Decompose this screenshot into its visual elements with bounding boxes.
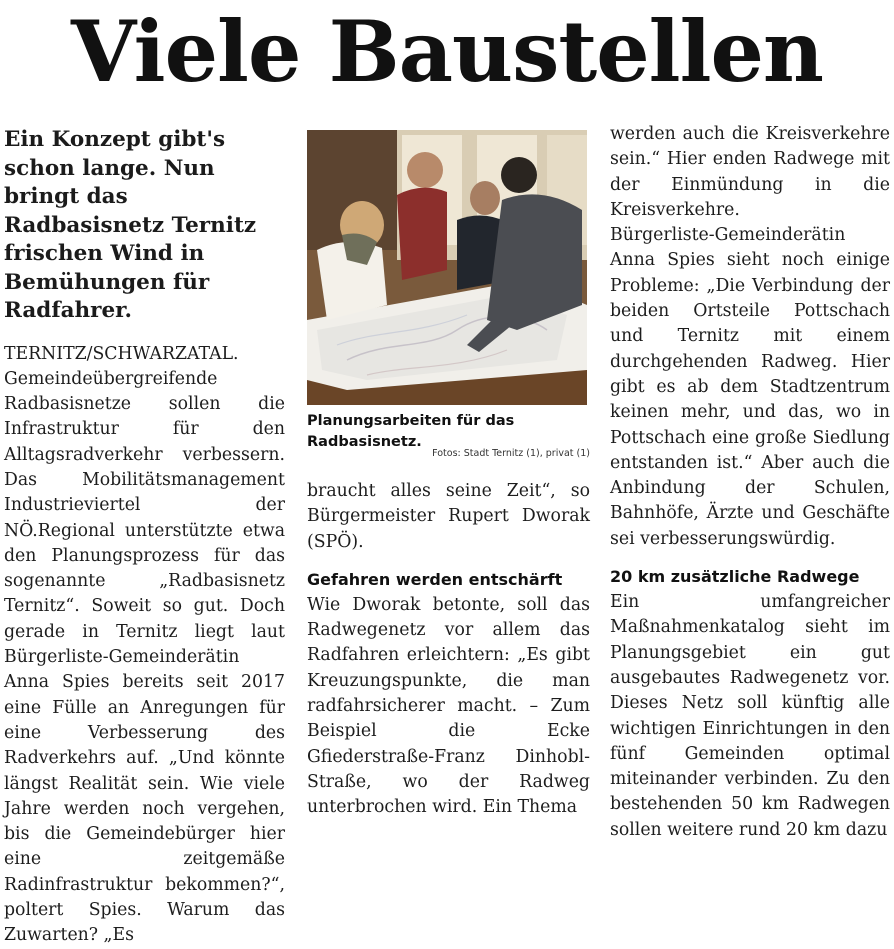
body-text-col3b: Bürgerliste-Gemeinderätin Anna Spies sieht noch einige Probleme: „Die Verbindung der beiden Ortsteile Pottschach und Ternitz mit einem durchgehenden Radweg. Hier gibt es ab dem Stadtzentrum keinen mehr, und das, wo in Pottschach eine große Siedlung entstanden ist.“ Aber auch die Anbindung der Schulen, Bahnhöfe, Ärzte und Geschäfte sei verbesserungswürdig. xyxy=(610,225,890,549)
photo-planning xyxy=(307,130,587,405)
body-text-col3c: Ein umfangreicher Maßnahmenkatalog sieht im Planungsgebiet ein gut ausgebautes Radwegenetz vor. Dieses Netz soll künftig alle wichtigen Einrichtungen in den fünf Gemeinden optimal miteinander verbinden. Zu den bestehenden 50 km Radwegen sollen weitere rund 20 km dazu xyxy=(610,592,890,840)
photo-caption-block xyxy=(307,411,590,479)
column-2 xyxy=(307,126,590,821)
column-3 xyxy=(610,122,890,843)
headline: Viele Baustellen xyxy=(70,2,824,101)
photo-caption: Planungsarbeiten für das Radbasisnetz. xyxy=(307,413,515,450)
body-text-col1: TERNITZ/SCHWARZATAL. Gemeindeübergreifende Radbasisnetze sollen die Infrastruktur für den Alltagsradverkehr verbessern. Das Mobilitätsmanagement Industrieviertel der NÖ.Regional unterstützte etwa den Planungsprozess für das sogenannte „Radbasisnetz Ternitz“. Soweit so gut. Doch gerade in Ternitz liegt laut Bürgerliste-Gemeinderätin Anna Spies bereits seit 2017 eine Fülle an Anregungen für eine Verbesserung des Radverkehrs auf. „Und könnte längst Realität sein. Wie viele Jahre werden noch vergehen, bis die Gemeindebürger hier eine zeitgemäße Radinfrastruktur bekommen?“, poltert Spies. Warum das Zuwarten? „Es xyxy=(4,343,285,946)
photo-illustration xyxy=(307,130,587,405)
subhead-radwege: 20 km zusätzliche Radwege xyxy=(610,567,860,587)
photo-credit: Fotos: Stadt Ternitz (1), privat (1) xyxy=(432,448,590,459)
body-text-col2b: Wie Dworak betonte, soll das Radwegenetz vor allem das Radfahren erleichtern: „Es gibt Kreuzungspunkte, die man radfahrsicherer macht. – Zum Beispiel die Ecke Gfiederstraße-Franz Dinhobl-Straße, wo der Radweg unterbrochen wird. Ein Thema xyxy=(307,594,590,818)
body-text-col2a: braucht alles seine Zeit“, so Bürgermeister Rupert Dworak (SPÖ). xyxy=(307,481,590,552)
subhead-gefahren: Gefahren werden entschärft xyxy=(307,569,563,589)
lead-text: Ein Konzept gibt's schon lange. Nun bringt das Radbasisnetz Ternitz frischen Wind in Bemühungen für Radfahrer. xyxy=(4,127,257,323)
body-text-col3a: werden auch die Kreisverkehre sein.“ Hier enden Radwege mit der Einmündung in die Kreisverkehre. xyxy=(610,124,890,220)
column-1 xyxy=(4,126,285,949)
